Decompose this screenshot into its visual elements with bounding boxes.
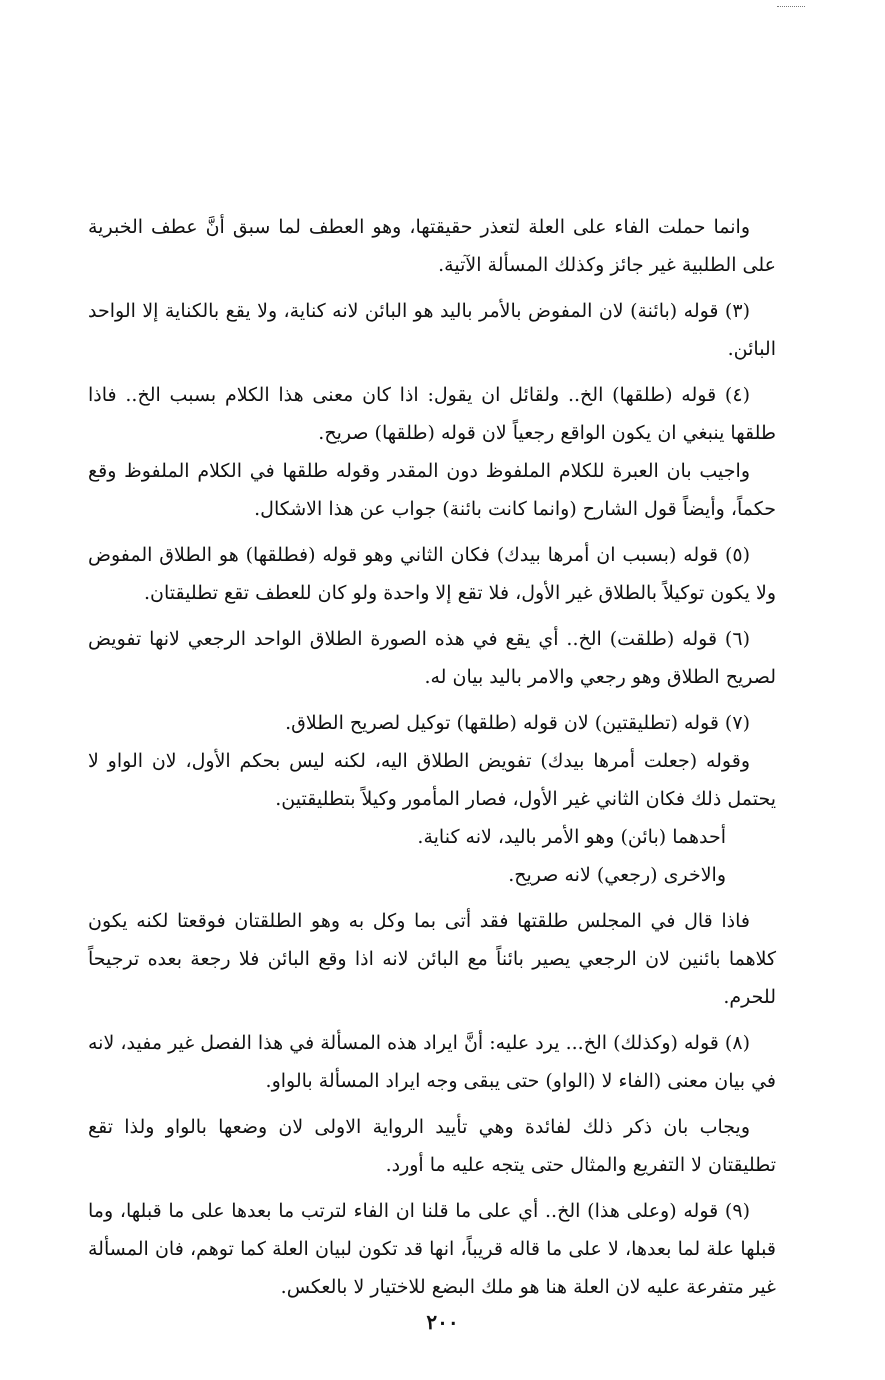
page-corner-mark [777,0,805,7]
note-7: (٧) قوله (تطليقتين) لان قوله (طلقها) توكيل لصريح الطلاق. [285,712,750,734]
note-3: (٣) قوله (بائنة) لان المفوض بالأمر باليد هو البائن لانه كناية، ولا يقع بالكناية إلا الواحد البائن. [88,300,776,360]
note-8-answer: ويجاب بان ذكر ذلك لفائدة وهي تأييد الرواية الاولى لان وضعها بالواو ولذا تقع تطليقتان لا التفريع والمثال حتى يتجه عليه ما أورد. [88,1116,776,1176]
note-9: (٩) قوله (وعلى هذا) الخ.. أي على ما قلنا ان الفاء لترتب ما بعدها على ما قبلها، وما قبلها علة لما بعدها، لا على ما قاله قريباً، انها قد تكون لبيان العلة كما توهم، فان المسألة غير متفرعة عليه لان العلة هنا هو ملك البضع للاختيار لا بالعكس. [88,1200,776,1298]
paragraph-intro: وانما حملت الفاء على العلة لتعذر حقيقتها، وهو العطف لما سبق أنَّ عطف الخبرية على الطلبية غير جائز وكذلك المسألة الآتية. [88,216,776,276]
note-7-conclusion: فاذا قال في المجلس طلقتها فقد أتى بما وكل به وهو الطلقتان فوقعتا لكنه يكون كلاهما بائنين لان الرجعي يصير بائناً مع البائن لانه اذا وقع البائن فلا رجعة بعده ترجيحاً للحرم. [88,910,776,1008]
note-4-answer: واجيب بان العبرة للكلام الملفوظ دون المقدر وقوله طلقها في الكلام الملفوظ وقع حكماً، وأيضاً قول الشارح (وانما كانت بائنة) جواب عن هذا الاشكال. [88,460,776,520]
note-4: (٤) قوله (طلقها) الخ.. ولقائل ان يقول: اذا كان معنى هذا الكلام بسبب الخ.. فاذا طلقها ينبغي ان يكون الواقع رجعياً لان قوله (طلقها) صريح. [88,384,776,444]
note-8: (٨) قوله (وكذلك) الخ... يرد عليه: أنَّ ايراد هذه المسألة في هذا الفصل غير مفيد، لانه في بيان معنى (الفاء لا (الواو) حتى يبقى وجه ايراد المسألة بالواو. [88,1032,776,1092]
note-7-second: والاخرى (رجعي) لانه صريح. [508,864,726,886]
note-6: (٦) قوله (طلقت) الخ.. أي يقع في هذه الصورة الطلاق الواحد الرجعي لانها تفويض لصريح الطلاق وهو رجعي والامر باليد بيان له. [88,628,776,688]
note-5: (٥) قوله (بسبب ان أمرها بيدك) فكان الثاني وهو قوله (فطلقها) هو الطلاق المفوض ولا يكون توكيلاً بالطلاق غير الأول، فلا تقع إلا واحدة ولو كان للعطف تقع تطليقتان. [88,544,776,604]
page-body [88,208,776,1306]
page-number: ٢٠٠ [426,1310,459,1334]
note-7-explanation: وقوله (جعلت أمرها بيدك) تفويض الطلاق اليه، لكنه ليس بحكم الأول، لان الواو لا يحتمل ذلك فكان الثاني غير الأول، فصار المأمور وكيلاً بتطليقتين. [88,750,776,810]
note-7-first: أحدهما (بائن) وهو الأمر باليد، لانه كناية. [417,826,726,848]
